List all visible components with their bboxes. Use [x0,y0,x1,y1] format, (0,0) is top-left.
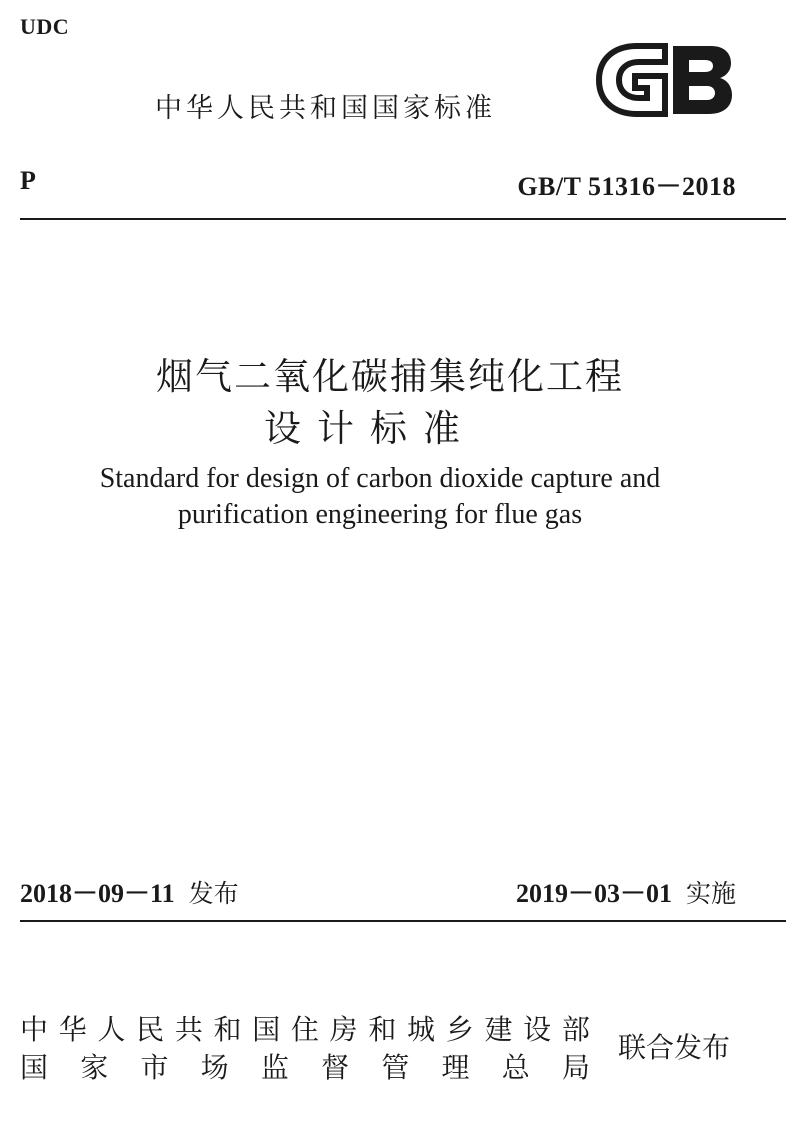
bottom-divider [20,920,786,922]
issuer-char: 理 [441,1051,470,1084]
title-cn-line1: 烟气二氧化碳捕集纯化工程 [156,355,624,398]
publish-date-block [20,873,239,910]
issuer-char: 民 [136,1013,165,1046]
issuer-char: 建 [484,1013,513,1046]
title-cn-line2: 设计标准 [264,407,476,450]
issuer-char: 住 [290,1013,319,1046]
issuer-char: 监 [260,1051,289,1084]
issuer-char: 乡 [445,1013,474,1046]
implement-label: 实施 [685,879,736,908]
issuer-char: 房 [329,1013,358,1046]
issuer-char: 家 [80,1051,109,1084]
issuer-char: 城 [407,1013,436,1046]
issuer-char: 华 [58,1013,87,1046]
top-divider [20,218,786,220]
issuer-char: 和 [213,1013,242,1046]
issuer-char: 中 [20,1013,49,1046]
publish-date: 2018－09－11 [20,879,175,908]
title-en-line1: Standard for design of carbon dioxide capture and [99,463,661,494]
issuer-char: 人 [97,1013,126,1046]
issuer-char: 和 [368,1013,397,1046]
issuer-char: 局 [561,1051,590,1084]
issuer-char: 共 [174,1013,203,1046]
issuer-char: 部 [561,1013,590,1046]
joint-publish-label: 联合发布 [618,1031,731,1064]
issuer-char: 管 [381,1051,410,1084]
issuer-char: 场 [200,1051,229,1084]
issuer-char: 总 [501,1051,530,1084]
issuer-line2 [20,1046,590,1086]
issuer-char: 国 [20,1051,49,1084]
udc-label: UDC [20,14,70,39]
gb-logo [593,40,735,120]
title-en-line2: purification engineering for flue gas [177,499,583,530]
issuer-char: 设 [523,1013,552,1046]
implement-date: 2019－03－01 [515,879,672,908]
issuer-char: 市 [140,1051,169,1084]
category-code: P [20,166,36,195]
publish-label: 发布 [188,879,239,908]
issuer-line1 [20,1008,590,1048]
implement-date-block [516,873,736,910]
national-standard-heading: 中华人民共和国国家标准 [155,93,496,124]
issuer-char: 国 [252,1013,281,1046]
standard-number: GB/T 51316－2018 [517,172,736,201]
issuer-char: 督 [321,1051,350,1084]
